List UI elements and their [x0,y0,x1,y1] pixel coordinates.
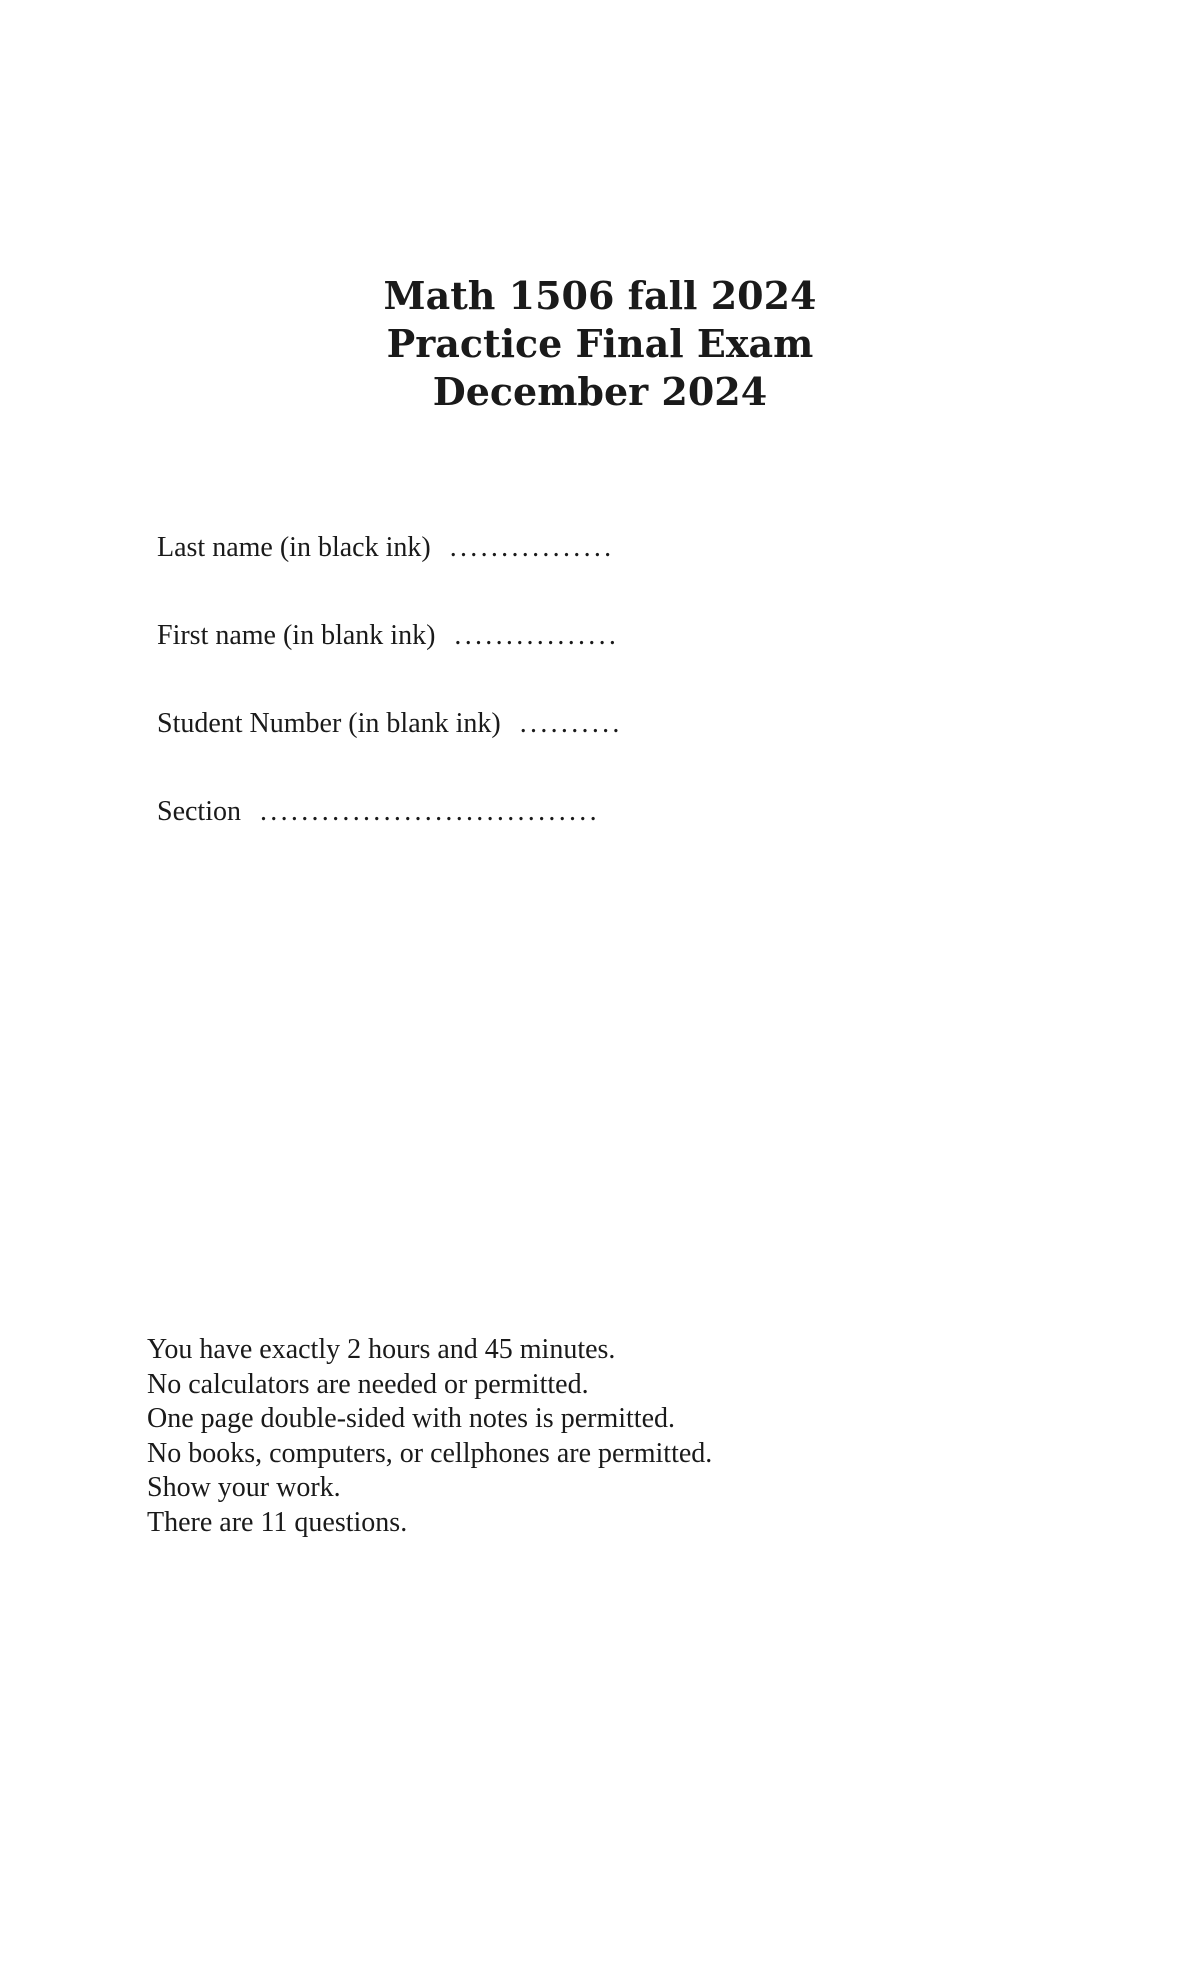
last-name-blank: ................ [449,532,615,563]
student-info-fields [157,528,717,880]
instruction-notes: One page double-sided with notes is permitted. [147,1403,675,1434]
last-name-label: Last name (in black ink) [157,532,431,563]
last-name-field [157,528,717,616]
instruction-calculators: No calculators are needed or permitted. [147,1368,589,1400]
instruction-question-count: There are 11 questions. [147,1506,408,1538]
section-field [157,792,717,880]
exam-title-block [0,272,1200,416]
section-blank: ................................. [260,796,600,827]
instruction-time: You have exactly 2 hours and 45 minutes. [147,1334,616,1365]
student-number-blank: .......... [519,708,623,739]
exam-instructions [147,1333,947,1540]
section-label: Section [157,796,241,827]
exam-title: Practice Final Exam [386,321,814,366]
first-name-blank: ................ [454,620,620,651]
first-name-field [157,616,717,704]
instruction-show-work: Show your work. [147,1472,341,1503]
student-number-label: Student Number (in blank ink) [157,708,501,739]
exam-date: December 2024 [432,369,768,414]
student-number-field [157,704,717,792]
course-title: Math 1506 fall 2024 [383,273,817,318]
first-name-label: First name (in blank ink) [157,620,436,651]
instruction-devices: No books, computers, or cellphones are permitted. [147,1437,713,1469]
